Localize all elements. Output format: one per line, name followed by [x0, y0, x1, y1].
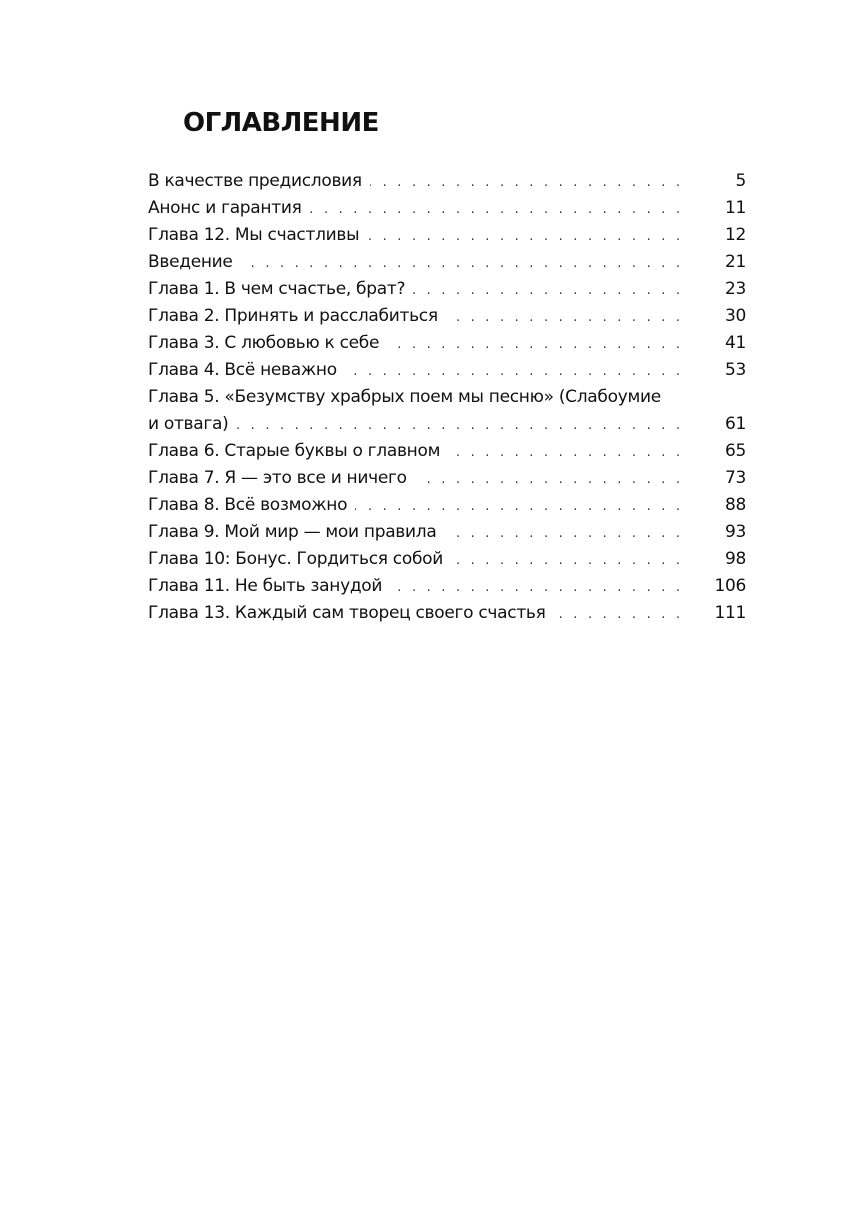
page-number: 5	[688, 168, 746, 195]
entry-title: Глава 2. Принять и расслабиться	[148, 306, 438, 326]
entry-title: Глава 1. В чем счастье, брат?	[148, 279, 406, 299]
entry-title: Глава 9. Мой мир — мои правила	[148, 522, 437, 542]
entry-title: Глава 13. Каждый сам творец своего счастья	[148, 603, 546, 623]
entry-title: Глава 11. Не быть занудой	[148, 576, 383, 596]
page-number: 53	[688, 357, 746, 384]
toc-entry[interactable]	[148, 168, 746, 195]
toc-entry[interactable]	[148, 249, 746, 276]
table-of-contents	[148, 168, 746, 627]
page-number: 106	[688, 573, 746, 600]
entry-title: Глава 7. Я — это все и ничего	[148, 468, 407, 488]
page-number: 61	[688, 411, 746, 438]
entry-title-line-1: Глава 5. «Безумству храбрых поем мы песню» (Слабоумие	[148, 387, 661, 407]
page-number: 30	[688, 303, 746, 330]
page-number: 65	[688, 438, 746, 465]
toc-entry[interactable]	[148, 519, 746, 546]
toc-entry[interactable]	[148, 195, 746, 222]
page-number: 111	[688, 600, 746, 627]
toc-entry[interactable]	[148, 276, 746, 303]
toc-entry[interactable]	[148, 330, 746, 357]
toc-entry[interactable]	[148, 600, 746, 627]
toc-entry[interactable]	[148, 303, 746, 330]
toc-entry[interactable]	[148, 384, 746, 438]
entry-title: Глава 6. Старые буквы о главном	[148, 441, 441, 461]
entry-title: В качестве предисловия	[148, 171, 362, 191]
toc-entry[interactable]	[148, 546, 746, 573]
entry-title: Анонс и гарантия	[148, 198, 302, 218]
entry-title: Глава 10: Бонус. Гордиться собой	[148, 549, 443, 569]
toc-entry[interactable]	[148, 492, 746, 519]
toc-entry[interactable]	[148, 357, 746, 384]
page-title: ОГЛАВЛЕНИЕ	[183, 108, 379, 138]
page-number: 93	[688, 519, 746, 546]
page-number: 12	[688, 222, 746, 249]
page-number: 88	[688, 492, 746, 519]
entry-title: Глава 12. Мы счастливы	[148, 225, 360, 245]
page-number: 41	[688, 330, 746, 357]
toc-entry[interactable]	[148, 438, 746, 465]
toc-entry[interactable]	[148, 573, 746, 600]
toc-entry[interactable]	[148, 222, 746, 249]
entry-title: Глава 4. Всё неважно	[148, 360, 337, 380]
entry-title-line-2: и отвага)	[148, 414, 229, 434]
page-number: 23	[688, 276, 746, 303]
entry-title: Введение	[148, 252, 233, 272]
page-number: 11	[688, 195, 746, 222]
entry-title: Глава 3. С любовью к себе	[148, 333, 380, 353]
toc-entry[interactable]	[148, 465, 746, 492]
page-number: 73	[688, 465, 746, 492]
page-number: 98	[688, 546, 746, 573]
entry-title: Глава 8. Всё возможно	[148, 495, 348, 515]
page-number: 21	[688, 249, 746, 276]
